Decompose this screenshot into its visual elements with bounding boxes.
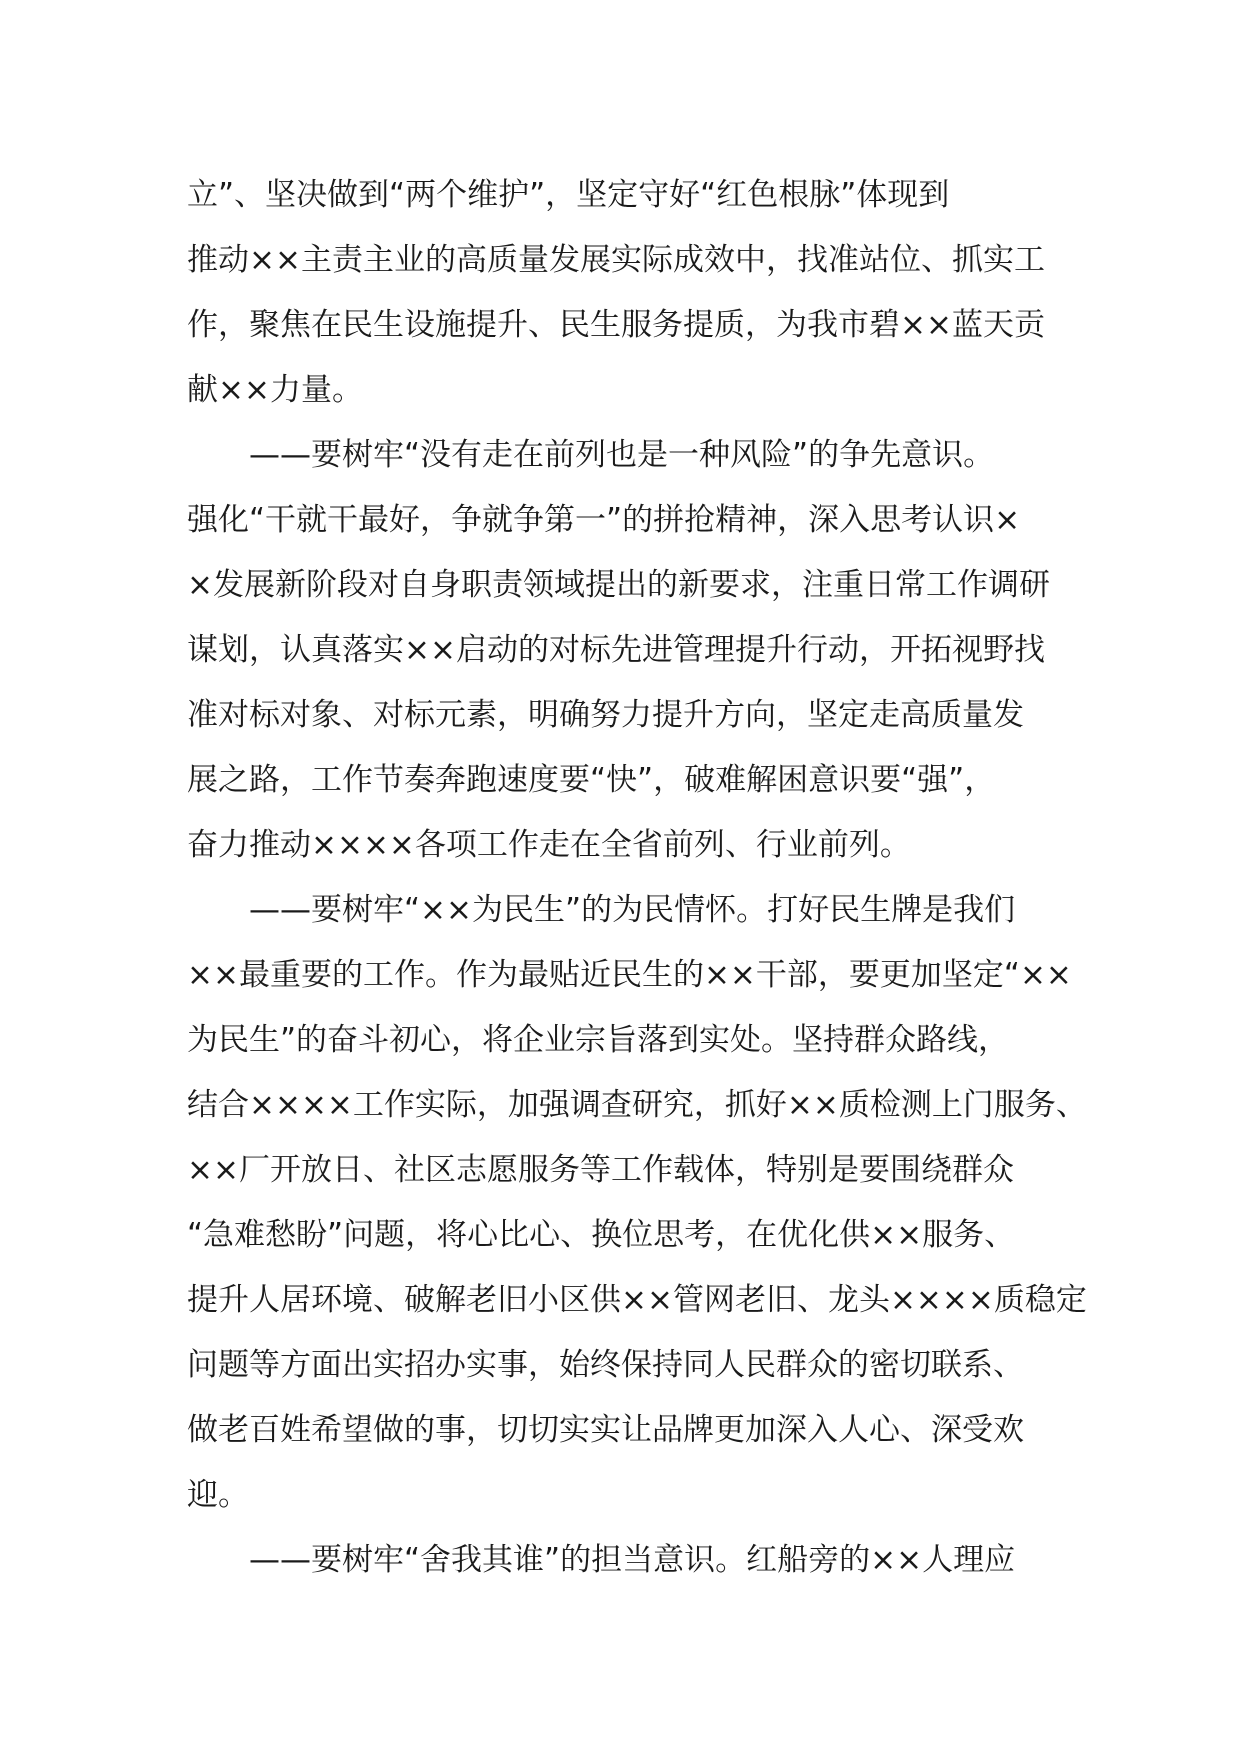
text-line: 立”、坚决做到“两个维护”，坚定守好“红色根脉”体现到 [187,177,950,213]
text-line: 强化“干就干最好，争就争第一”的拼抢精神，深入思考认识× [187,502,1021,538]
text-line: 为民生”的奋斗初心，将企业宗旨落到实处。坚持群众路线， [187,1022,1010,1058]
text-line: 献××力量。 [187,372,363,408]
text-line: 提升人居环境、破解老旧小区供××管网老旧、龙头××××质稳定 [187,1282,1087,1318]
text-line: 展之路，工作节奏奔跑速度要“快”，破难解困意识要“强”， [187,762,996,798]
text-line: 作，聚焦在民生设施提升、民生服务提质，为我市碧××蓝天贡 [187,307,1045,343]
text-line: ××最重要的工作。作为最贴近民生的××干部，要更加坚定“×× [187,957,1072,993]
text-line: 奋力推动××××各项工作走在全省前列、行业前列。 [187,827,911,863]
text-line: ×发展新阶段对自身职责领域提出的新要求，注重日常工作调研 [187,567,1050,603]
text-line: 推动××主责主业的高质量发展实际成效中，找准站位、抓实工 [187,242,1045,278]
body-text [187,163,1087,1593]
text-line: 问题等方面出实招办实事，始终保持同人民群众的密切联系、 [187,1347,1024,1383]
text-line: 准对标对象、对标元素，明确努力提升方向，坚定走高质量发 [187,697,1024,733]
text-line: 结合××××工作实际，加强调查研究，抓好××质检测上门服务、 [187,1087,1087,1123]
text-line: ××厂开放日、社区志愿服务等工作载体，特别是要围绕群众 [187,1152,1014,1188]
text-line: 谋划，认真落实××启动的对标先进管理提升行动，开拓视野找 [187,632,1045,668]
text-line: “急难愁盼”问题，将心比心、换位思考，在优化供××服务、 [187,1217,1016,1253]
text-line: 迎。 [187,1477,249,1513]
paragraph-heading-line: ——要树牢“没有走在前列也是一种风险”的争先意识。 [249,437,995,473]
paragraph-heading-line: ——要树牢“××为民生”的为民情怀。打好民生牌是我们 [249,892,1016,928]
paragraph-heading-line: ——要树牢“舍我其谁”的担当意识。红船旁的××人理应 [249,1542,1016,1578]
text-line: 做老百姓希望做的事，切切实实让品牌更加深入人心、深受欢 [187,1412,1024,1448]
